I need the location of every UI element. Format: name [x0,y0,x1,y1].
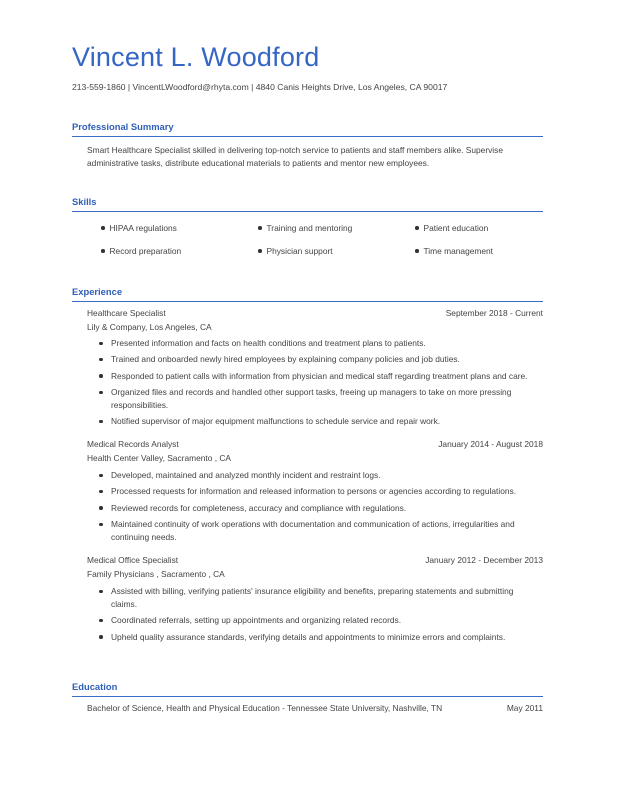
education-degree: Bachelor of Science, Health and Physical Education - Tennessee State University, Nashville, TN [87,703,443,713]
list-item: Presented information and facts on health conditions and treatment plans to patients. [99,337,539,350]
skills-section-header [72,196,543,212]
job-company: Family Physicians , Sacramento , CA [87,569,225,579]
list-item: Coordinated referrals, setting up appointments and organizing related records. [99,614,539,627]
job-dates: January 2012 - December 2013 [425,555,543,565]
list-item: Assisted with billing, verifying patients' insurance eligibility and benefits, preparing statements and submitting claims. [99,585,539,611]
list-item: Processed requests for information and released information to persons or agencies according to regulations. [99,485,539,498]
list-item: Trained and onboarded newly hired employees by explaining company policies and job duties. [99,353,539,366]
bullet-icon [415,249,419,253]
skill-item: Time management [415,246,493,256]
list-item: Upheld quality assurance standards, verifying details and appointments to minimize errors and complaints. [99,631,539,644]
job-duties-list [99,337,539,431]
summary-title: Professional Summary [72,121,174,132]
list-item: Maintained continuity of work operations with documentation and communication of actions, irregularities and continuing needs. [99,518,539,544]
job-dates: September 2018 - Current [445,308,543,318]
skill-item: Record preparation [101,246,181,256]
bullet-icon [101,249,105,253]
summary-text: Smart Healthcare Specialist skilled in delivering top-notch service to patients and staff members alike. Supervise administrative tasks, distribute educational materials to patients and mentor new employees. [87,145,504,168]
bullet-icon [415,226,419,230]
experience-title: Experience [72,286,123,297]
contact-line: 213-559-1860 | VincentLWoodford@rhyta.com | 4840 Canis Heights Drive, Los Angeles, CA 90017 [72,82,448,92]
skill-item: HIPAA regulations [101,223,177,233]
education-title: Education [72,681,118,692]
list-item: Notified supervisor of major equipment malfunctions to schedule service and repair work. [99,415,539,428]
bullet-icon [258,249,262,253]
job-title: Healthcare Specialist [87,308,166,318]
skill-item: Patient education [415,223,488,233]
education-section-header [72,681,543,697]
skill-item: Physician support [258,246,333,256]
experience-section-header [72,286,543,302]
job-title: Medical Office Specialist [87,555,179,565]
skills-divider [72,211,543,212]
education-date: May 2011 [506,703,543,713]
job-company: Lily & Company, Los Angeles, CA [87,322,212,332]
education-divider [72,696,543,697]
list-item: Responded to patient calls with information from physician and medical staff regarding treatment plans and care. [99,370,539,383]
bullet-icon [258,226,262,230]
job-duties-list [99,585,539,647]
job-title: Medical Records Analyst [87,439,179,449]
job-duties-list [99,469,539,547]
list-item: Reviewed records for completeness, accuracy and compliance with regulations. [99,502,539,515]
experience-divider [72,301,543,302]
job-dates: January 2014 - August 2018 [438,439,543,449]
list-item: Organized files and records and handled other support tasks, freeing up managers to take on more pressing responsibilities. [99,386,539,412]
summary-section-header [72,121,543,137]
list-item: Developed, maintained and analyzed monthly incident and restraint logs. [99,469,539,482]
summary-divider [72,136,543,137]
skill-item: Training and mentoring [258,223,352,233]
bullet-icon [101,226,105,230]
job-company: Health Center Valley, Sacramento , CA [87,453,231,463]
skills-title: Skills [72,196,97,207]
candidate-name: Vincent L. Woodford [72,42,320,72]
